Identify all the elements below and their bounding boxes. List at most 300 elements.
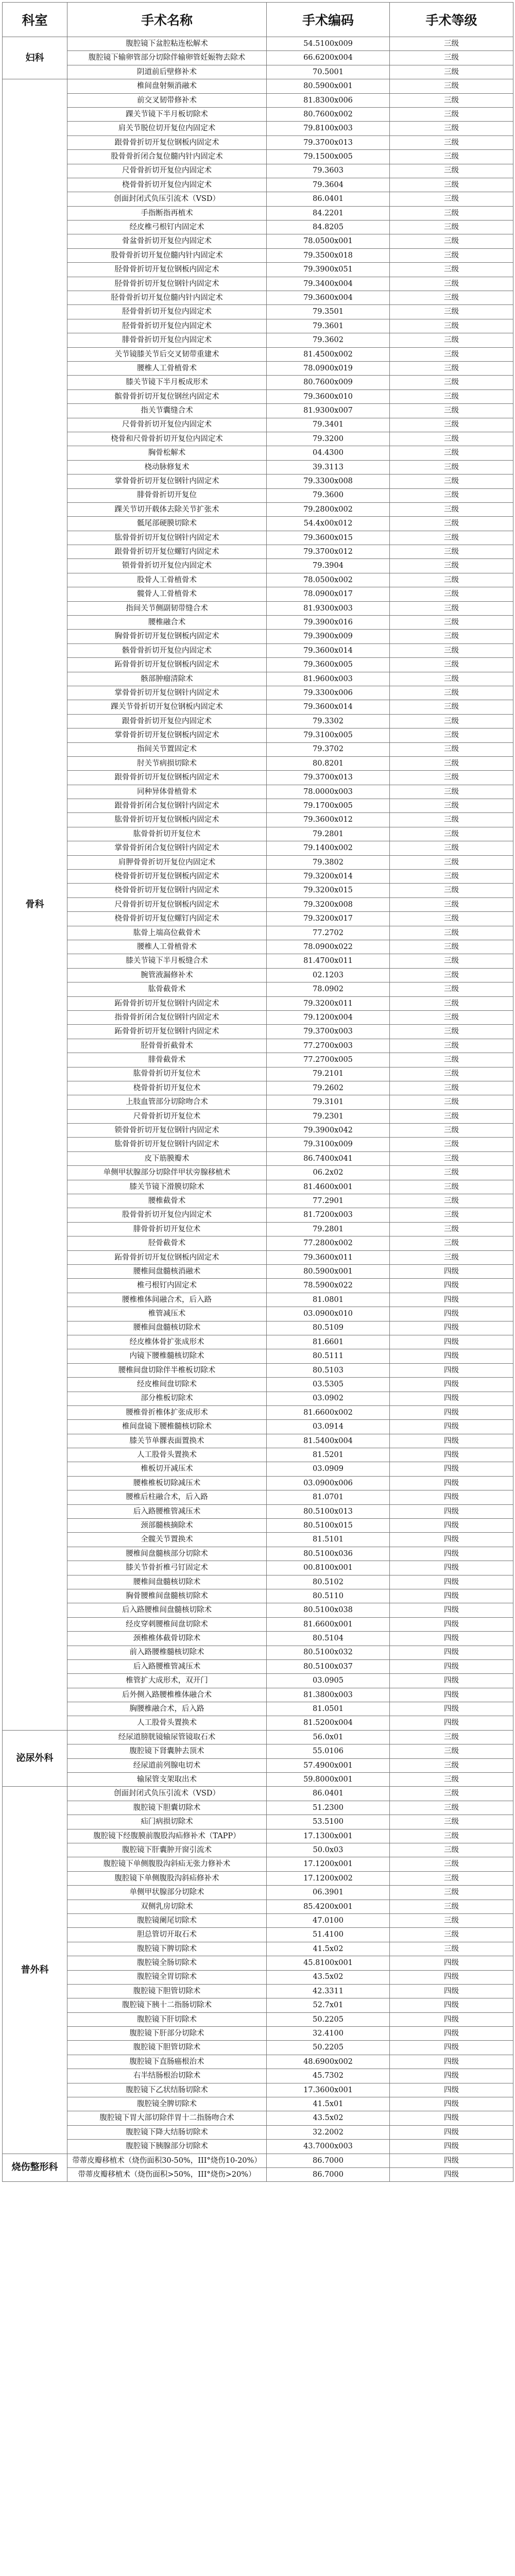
table-row [3,135,513,149]
table-row [3,1250,513,1264]
table-row [3,333,513,347]
surgery-code-cell: 80.5100x037 [267,1659,390,1673]
table-row [3,248,513,262]
surgery-grade-cell: 三级 [390,1900,513,1913]
surgery-grade-cell: 四级 [390,1674,513,1688]
table-row [3,263,513,277]
surgery-grade-cell: 三级 [390,333,513,347]
surgery-name-cell: 腰椎截骨术 [67,1194,267,1208]
surgery-name-cell: 经尿道膀胱镜输尿管镜取石术 [67,1730,267,1744]
surgery-name-cell: 腰椎骨折椎体扩张成形术 [67,1405,267,1419]
table-row [3,2125,513,2139]
table-row [3,1151,513,1165]
surgery-code-cell: 80.5109 [267,1321,390,1335]
table-row [3,2097,513,2111]
table-row [3,940,513,954]
surgery-grade-cell: 三级 [390,1109,513,1123]
table-row [3,1928,513,1942]
surgery-name-cell: 跖骨骨折切开复位钢针内固定术 [67,1025,267,1039]
surgery-code-cell: 79.3600x012 [267,813,390,827]
surgery-name-cell: 输尿管支架取出术 [67,1773,267,1787]
table-row [3,1533,513,1547]
surgery-name-cell: 腹腔镜全胃切除术 [67,1970,267,1984]
surgery-name-cell: 腹腔镜下胆管切除术 [67,1984,267,1998]
surgery-grade-cell: 四级 [390,2167,513,2181]
surgery-grade-cell: 三级 [390,178,513,192]
table-row [3,926,513,940]
table-row [3,728,513,742]
surgery-name-cell: 腰椎人工骨植骨术 [67,361,267,375]
surgery-name-cell: 跖骨骨折切开复位钢板内固定术 [67,658,267,672]
surgery-code-cell: 79.3900x051 [267,263,390,277]
surgery-code-cell: 81.5201 [267,1448,390,1462]
surgery-code-cell: 80.5100x038 [267,1603,390,1617]
surgery-name-cell: 尺骨骨折切开复位术 [67,1109,267,1123]
surgery-name-cell: 腕管液漏修补术 [67,968,267,982]
table-row [3,1363,513,1377]
table-row [3,1025,513,1039]
surgery-name-cell: 椎管扩大成形术，双开门 [67,1674,267,1688]
table-row [3,1095,513,1109]
surgery-name-cell: 掌骨骨折切开复位钢针内固定术 [67,686,267,700]
surgery-grade-cell: 三级 [390,573,513,587]
surgery-code-cell: 79.3600x004 [267,291,390,305]
table-row [3,1448,513,1462]
table-row [3,601,513,615]
surgery-grade-cell: 三级 [390,263,513,277]
table-row [3,1293,513,1307]
surgery-grade-cell: 四级 [390,2097,513,2111]
surgery-code-cell: 79.2801 [267,1222,390,1236]
surgery-grade-cell: 三级 [390,870,513,884]
table-row [3,1053,513,1067]
surgery-grade-cell: 三级 [390,1758,513,1772]
surgery-code-cell: 81.8300x006 [267,93,390,107]
surgery-name-cell: 腰椎间盘髓核切除术 [67,1321,267,1335]
table-row [3,559,513,573]
surgery-name-cell: 单侧甲状腺部分切除术 [67,1886,267,1900]
table-row [3,2111,513,2125]
surgery-name-cell: 股骨骨折切开复位髓内针内固定术 [67,248,267,262]
surgery-code-cell: 78.0500x001 [267,234,390,248]
surgery-code-cell: 81.0701 [267,1490,390,1504]
table-row [3,1194,513,1208]
surgery-name-cell: 腰椎椎体间融合术，后入路 [67,1293,267,1307]
table-row [3,164,513,178]
surgery-grade-cell: 三级 [390,474,513,488]
table-row [3,742,513,756]
surgery-name-cell: 腹腔镜下肝囊肿开窗引流术 [67,1843,267,1857]
surgery-code-cell: 50.2205 [267,2012,390,2026]
table-row [3,700,513,714]
table-row [3,756,513,770]
surgery-name-cell: 腹腔镜阑尾切除术 [67,1913,267,1927]
table-row [3,192,513,206]
surgery-name-cell: 椎间盘镜下腰椎髓核切除术 [67,1420,267,1434]
surgery-name-cell: 腰椎间盘髓核消融术 [67,1264,267,1278]
surgery-grade-cell: 三级 [390,277,513,291]
surgery-name-cell: 腓骨骨折切开复位术 [67,1222,267,1236]
table-body [3,37,513,2182]
surgery-name-cell: 创面封闭式负压引流术（VSD） [67,1787,267,1801]
surgery-name-cell: 腰椎椎板切除减压术 [67,1476,267,1490]
surgery-code-cell: 45.7302 [267,2069,390,2083]
surgery-grade-cell: 三级 [390,1124,513,1138]
surgery-grade-cell: 三级 [390,107,513,121]
surgery-name-cell: 胫骨骨折切开复位内固定术 [67,319,267,333]
surgery-grade-cell: 四级 [390,2140,513,2154]
surgery-name-cell: 桡骨骨折切开复位螺钉内固定术 [67,912,267,926]
table-row [3,968,513,982]
surgery-name-cell: 经皮椎体骨扩张成形术 [67,1335,267,1349]
table-row [3,291,513,305]
surgery-code-cell: 79.3900x016 [267,616,390,630]
surgery-code-cell: 81.0801 [267,1293,390,1307]
surgery-name-cell: 双侧乳房切除术 [67,1900,267,1913]
surgery-name-cell: 肱骨骨折切开复位术 [67,1067,267,1081]
surgery-name-cell: 桡骨和尺骨骨折切开复位内固定术 [67,432,267,446]
surgery-name-cell: 肘关节病损切除术 [67,756,267,770]
header-surgery-name: 手术名称 [67,3,267,37]
surgery-grade-cell: 三级 [390,587,513,601]
table-row [3,827,513,841]
table-row [3,1321,513,1335]
surgery-code-cell: 79.3300x008 [267,474,390,488]
surgery-code-cell: 85.4200x001 [267,1900,390,1913]
surgery-code-cell: 80.7600x002 [267,107,390,121]
table-row [3,432,513,446]
surgery-grade-cell: 三级 [390,559,513,573]
surgery-grade-cell: 三级 [390,686,513,700]
surgery-grade-cell: 三级 [390,700,513,714]
surgery-name-cell: 跟骨骨折闭合复位钢针内固定术 [67,799,267,813]
surgery-code-cell: 80.5102 [267,1575,390,1589]
surgery-name-cell: 腹腔镜下胆囊切除术 [67,1801,267,1815]
header-row [3,3,513,37]
surgery-name-cell: 膝关节骨折椎弓钉固定术 [67,1561,267,1575]
surgery-code-cell: 03.0905 [267,1674,390,1688]
surgery-name-cell: 锁骨骨折切开复位钢针内固定术 [67,1124,267,1138]
surgery-name-cell: 胫骨骨折截骨术 [67,1039,267,1053]
surgery-name-cell: 骸部肿瘤清除术 [67,672,267,686]
surgery-grade-cell: 四级 [390,1702,513,1716]
surgery-grade-cell: 四级 [390,1420,513,1434]
surgery-name-cell: 腹腔镜下胃大部切除伴胃十二指肠吻合术 [67,2111,267,2125]
surgery-code-cell: 78.0000x003 [267,785,390,799]
surgery-name-cell: 肱骨骨折切开复位钢针内固定术 [67,531,267,545]
surgery-name-cell: 肱骨骨折切开复位钢针内固定术 [67,1138,267,1151]
surgery-grade-cell: 三级 [390,954,513,968]
surgery-grade-cell: 三级 [390,1857,513,1871]
surgery-grade-cell: 四级 [390,1349,513,1363]
surgery-name-cell: 髌骨骨折切开复位钢丝内固定术 [67,389,267,403]
surgery-grade-cell: 四级 [390,1970,513,1984]
surgery-grade-cell: 三级 [390,234,513,248]
table-row [3,418,513,432]
surgery-name-cell: 胫骨骨折切开复位髓内针内固定术 [67,291,267,305]
surgery-code-cell: 77.2800x002 [267,1236,390,1250]
surgery-grade-cell: 三级 [390,1913,513,1927]
table-row [3,1956,513,1970]
surgery-name-cell: 前交叉韧带修补术 [67,93,267,107]
table-row [3,305,513,319]
surgery-name-cell: 腰椎人工骨植骨术 [67,940,267,954]
surgery-name-cell: 膝关节镜下半月板成形术 [67,376,267,389]
surgery-code-cell: 80.5111 [267,1349,390,1363]
surgery-grade-cell: 四级 [390,1984,513,1998]
surgery-code-cell: 17.1200x002 [267,1871,390,1885]
surgery-code-cell: 79.1700x005 [267,799,390,813]
table-row [3,376,513,389]
surgery-code-cell: 39.3113 [267,460,390,474]
surgery-name-cell: 后入路腰椎间盘髓核切除术 [67,1603,267,1617]
table-row [3,573,513,587]
surgery-grade-cell: 四级 [390,1335,513,1349]
surgery-code-cell: 43.5x02 [267,1970,390,1984]
surgery-code-cell: 78.5900x022 [267,1279,390,1293]
surgery-code-cell: 51.4100 [267,1928,390,1942]
surgery-grade-cell: 四级 [390,2027,513,2041]
surgery-name-cell: 腹腔镜全肠切除术 [67,1956,267,1970]
surgery-code-cell: 79.3200x017 [267,912,390,926]
surgery-grade-cell: 四级 [390,1293,513,1307]
surgery-name-cell: 肩关节脱位切开复位内固定术 [67,122,267,135]
surgery-grade-cell: 三级 [390,996,513,1010]
surgery-name-cell: 踝关节切开载体去除关节扩张术 [67,502,267,516]
table-row [3,1561,513,1575]
surgery-grade-cell: 四级 [390,1378,513,1392]
table-row [3,714,513,728]
surgery-code-cell: 77.2702 [267,926,390,940]
table-row [3,1138,513,1151]
surgery-grade-cell: 三级 [390,1166,513,1180]
surgery-grade-cell: 四级 [390,1998,513,2012]
surgery-name-cell: 腰椎后柱融合术，后入路 [67,1490,267,1504]
surgery-name-cell: 桡骨骨折切开复位术 [67,1081,267,1095]
surgery-name-cell: 腹腔镜下胆管切除术 [67,2041,267,2055]
table-row [3,616,513,630]
surgery-grade-cell: 三级 [390,728,513,742]
surgery-grade-cell: 三级 [390,488,513,502]
table-row [3,277,513,291]
department-cell: 泌尿外科 [3,1730,67,1787]
table-row [3,319,513,333]
table-row [3,785,513,799]
surgery-code-cell: 79.3600x015 [267,531,390,545]
surgery-name-cell: 骶尾部硬膜切除术 [67,517,267,531]
surgery-name-cell: 跟骨骨折切开复位钢板内固定术 [67,771,267,785]
surgery-name-cell: 经皮椎弓根钉内固定术 [67,221,267,234]
surgery-grade-cell: 三级 [390,1787,513,1801]
table-row [3,686,513,700]
table-row [3,996,513,1010]
surgery-name-cell: 桡骨骨折切开复位钢针内固定术 [67,884,267,897]
surgery-code-cell: 79.3200x008 [267,897,390,911]
surgery-grade-cell: 三级 [390,164,513,178]
table-row [3,855,513,869]
surgery-code-cell: 79.3300x006 [267,686,390,700]
table-row [3,1857,513,1871]
surgery-code-cell: 03.0914 [267,1420,390,1434]
surgery-name-cell: 髋骨人工骨植骨术 [67,587,267,601]
surgery-code-cell: 79.3501 [267,305,390,319]
surgery-name-cell: 锁骨骨折切开复位内固定术 [67,559,267,573]
surgery-code-cell: 80.5100x015 [267,1519,390,1533]
surgery-grade-cell: 三级 [390,319,513,333]
surgery-name-cell: 尺骨骨折切开复位钢板内固定术 [67,897,267,911]
surgery-code-cell: 79.3600x010 [267,389,390,403]
table-row [3,2083,513,2097]
surgery-grade-cell: 三级 [390,135,513,149]
table-row [3,502,513,516]
table-row [3,1575,513,1589]
surgery-code-cell: 79.2800x002 [267,502,390,516]
surgery-name-cell: 手指断指再植术 [67,206,267,220]
surgery-grade-cell: 三级 [390,1095,513,1109]
surgery-grade-cell: 三级 [390,968,513,982]
surgery-code-cell: 79.3100x009 [267,1138,390,1151]
surgery-code-cell: 84.8205 [267,221,390,234]
surgery-grade-cell: 三级 [390,1010,513,1024]
surgery-code-cell: 86.7000 [267,2167,390,2181]
table-row [3,1744,513,1758]
table-row [3,1490,513,1504]
table-row [3,1716,513,1730]
surgery-grade-cell: 三级 [390,248,513,262]
surgery-name-cell: 胸骨松解术 [67,446,267,460]
table-row [3,1886,513,1900]
table-row [3,2012,513,2026]
surgery-name-cell: 腓骨截骨术 [67,1053,267,1067]
surgery-grade-cell: 三级 [390,1236,513,1250]
surgery-code-cell: 80.5900x001 [267,1264,390,1278]
surgery-name-cell: 胆总管切开取石术 [67,1928,267,1942]
department-cell: 妇科 [3,37,67,79]
table-row [3,1998,513,2012]
surgery-grade-cell: 三级 [390,756,513,770]
surgery-grade-cell: 四级 [390,1392,513,1405]
surgery-name-cell: 单侧甲状腺部分切除伴甲状旁腺移植术 [67,1166,267,1180]
surgery-code-cell: 84.2201 [267,206,390,220]
surgery-code-cell: 54.4x00x012 [267,517,390,531]
surgery-code-cell: 79.3600x011 [267,1250,390,1264]
surgery-grade-cell: 四级 [390,1632,513,1646]
table-row [3,2055,513,2069]
surgery-code-cell: 79.3600x014 [267,643,390,657]
surgery-grade-cell: 三级 [390,742,513,756]
table-row [3,545,513,559]
surgery-grade-cell: 三级 [390,37,513,51]
table-row [3,813,513,827]
surgery-code-cell: 79.3700x013 [267,135,390,149]
surgery-name-cell: 胫骨骨折切开复位钢板内固定术 [67,263,267,277]
table-row [3,2140,513,2154]
surgery-name-cell: 腰椎间盘髓核切除术 [67,1575,267,1589]
table-row [3,897,513,911]
surgery-code-cell: 79.3900x042 [267,1124,390,1138]
surgery-grade-cell: 四级 [390,1688,513,1702]
surgery-grade-cell: 三级 [390,1871,513,1885]
surgery-code-cell: 57.4900x001 [267,1758,390,1772]
surgery-name-cell: 胫骨截骨术 [67,1236,267,1250]
table-row [3,1519,513,1533]
surgery-grade-cell: 三级 [390,1928,513,1942]
table-row [3,107,513,121]
surgery-name-cell: 后入路腰椎管减压术 [67,1659,267,1673]
surgery-name-cell: 前入路腰椎髓核切除术 [67,1646,267,1659]
table-row [3,221,513,234]
surgery-name-cell: 跟骨骨折切开复位钢板内固定术 [67,135,267,149]
surgery-grade-cell: 四级 [390,2041,513,2055]
surgery-name-cell: 经皮椎间盘切除术 [67,1378,267,1392]
table-row [3,488,513,502]
table-row [3,954,513,968]
surgery-name-cell: 带蒂皮瓣移植术（烧伤面积30-50%，III°烧伤10-20%） [67,2154,267,2167]
surgery-name-cell: 椎管减压术 [67,1307,267,1321]
surgery-grade-cell: 三级 [390,361,513,375]
header-surgery-code: 手术编码 [267,3,390,37]
table-row [3,1970,513,1984]
table-row [3,122,513,135]
table-row [3,1730,513,1744]
surgery-name-cell: 后入路腰椎管减压术 [67,1504,267,1518]
surgery-code-cell: 32.4100 [267,2027,390,2041]
surgery-code-cell: 80.5900x001 [267,79,390,93]
surgery-grade-cell: 三级 [390,616,513,630]
surgery-code-cell: 80.5100x013 [267,1504,390,1518]
surgery-code-cell: 80.7600x009 [267,376,390,389]
surgery-name-cell: 腓骨骨折切开复位内固定术 [67,333,267,347]
surgery-name-cell: 肱骨上端高位截骨术 [67,926,267,940]
surgery-name-cell: 指关节囊缝合术 [67,404,267,418]
surgery-code-cell: 17.3600x001 [267,2083,390,2097]
table-row [3,771,513,785]
surgery-grade-cell: 三级 [390,79,513,93]
table-row [3,1420,513,1434]
surgery-name-cell: 尺骨骨折切开复位内固定术 [67,418,267,432]
surgery-code-cell: 79.3904 [267,559,390,573]
surgery-code-cell: 79.2801 [267,827,390,841]
surgery-name-cell: 带蒂皮瓣移植术（烧伤面积>50%，III°烧伤>20%） [67,2167,267,2181]
surgery-grade-cell: 四级 [390,1603,513,1617]
table-row [3,658,513,672]
surgery-code-cell: 04.4300 [267,446,390,460]
table-row [3,1603,513,1617]
surgery-code-cell: 79.3601 [267,319,390,333]
surgery-grade-cell: 四级 [390,1363,513,1377]
surgery-code-cell: 42.3311 [267,1984,390,1998]
surgery-grade-cell: 三级 [390,51,513,65]
surgery-name-cell: 掌骨骨折闭合复位钢针内固定术 [67,841,267,855]
surgery-grade-cell: 四级 [390,2111,513,2125]
surgery-code-cell: 06.2x02 [267,1166,390,1180]
surgery-grade-cell: 三级 [390,404,513,418]
surgery-name-cell: 腰椎间盘髓核部分切除术 [67,1547,267,1561]
surgery-code-cell: 52.7x01 [267,1998,390,2012]
surgery-grade-cell: 四级 [390,1589,513,1603]
table-row [3,799,513,813]
surgery-name-cell: 腹腔镜下肝切除术 [67,2012,267,2026]
surgery-grade-cell: 四级 [390,2154,513,2167]
surgery-grade-cell: 四级 [390,1490,513,1504]
surgery-code-cell: 17.1200x001 [267,1857,390,1871]
surgery-code-cell: 81.7200x003 [267,1208,390,1222]
surgery-grade-cell: 三级 [390,93,513,107]
surgery-grade-cell: 四级 [390,2012,513,2026]
table-row [3,1801,513,1815]
table-row [3,1659,513,1673]
surgery-grade-cell: 四级 [390,1533,513,1547]
